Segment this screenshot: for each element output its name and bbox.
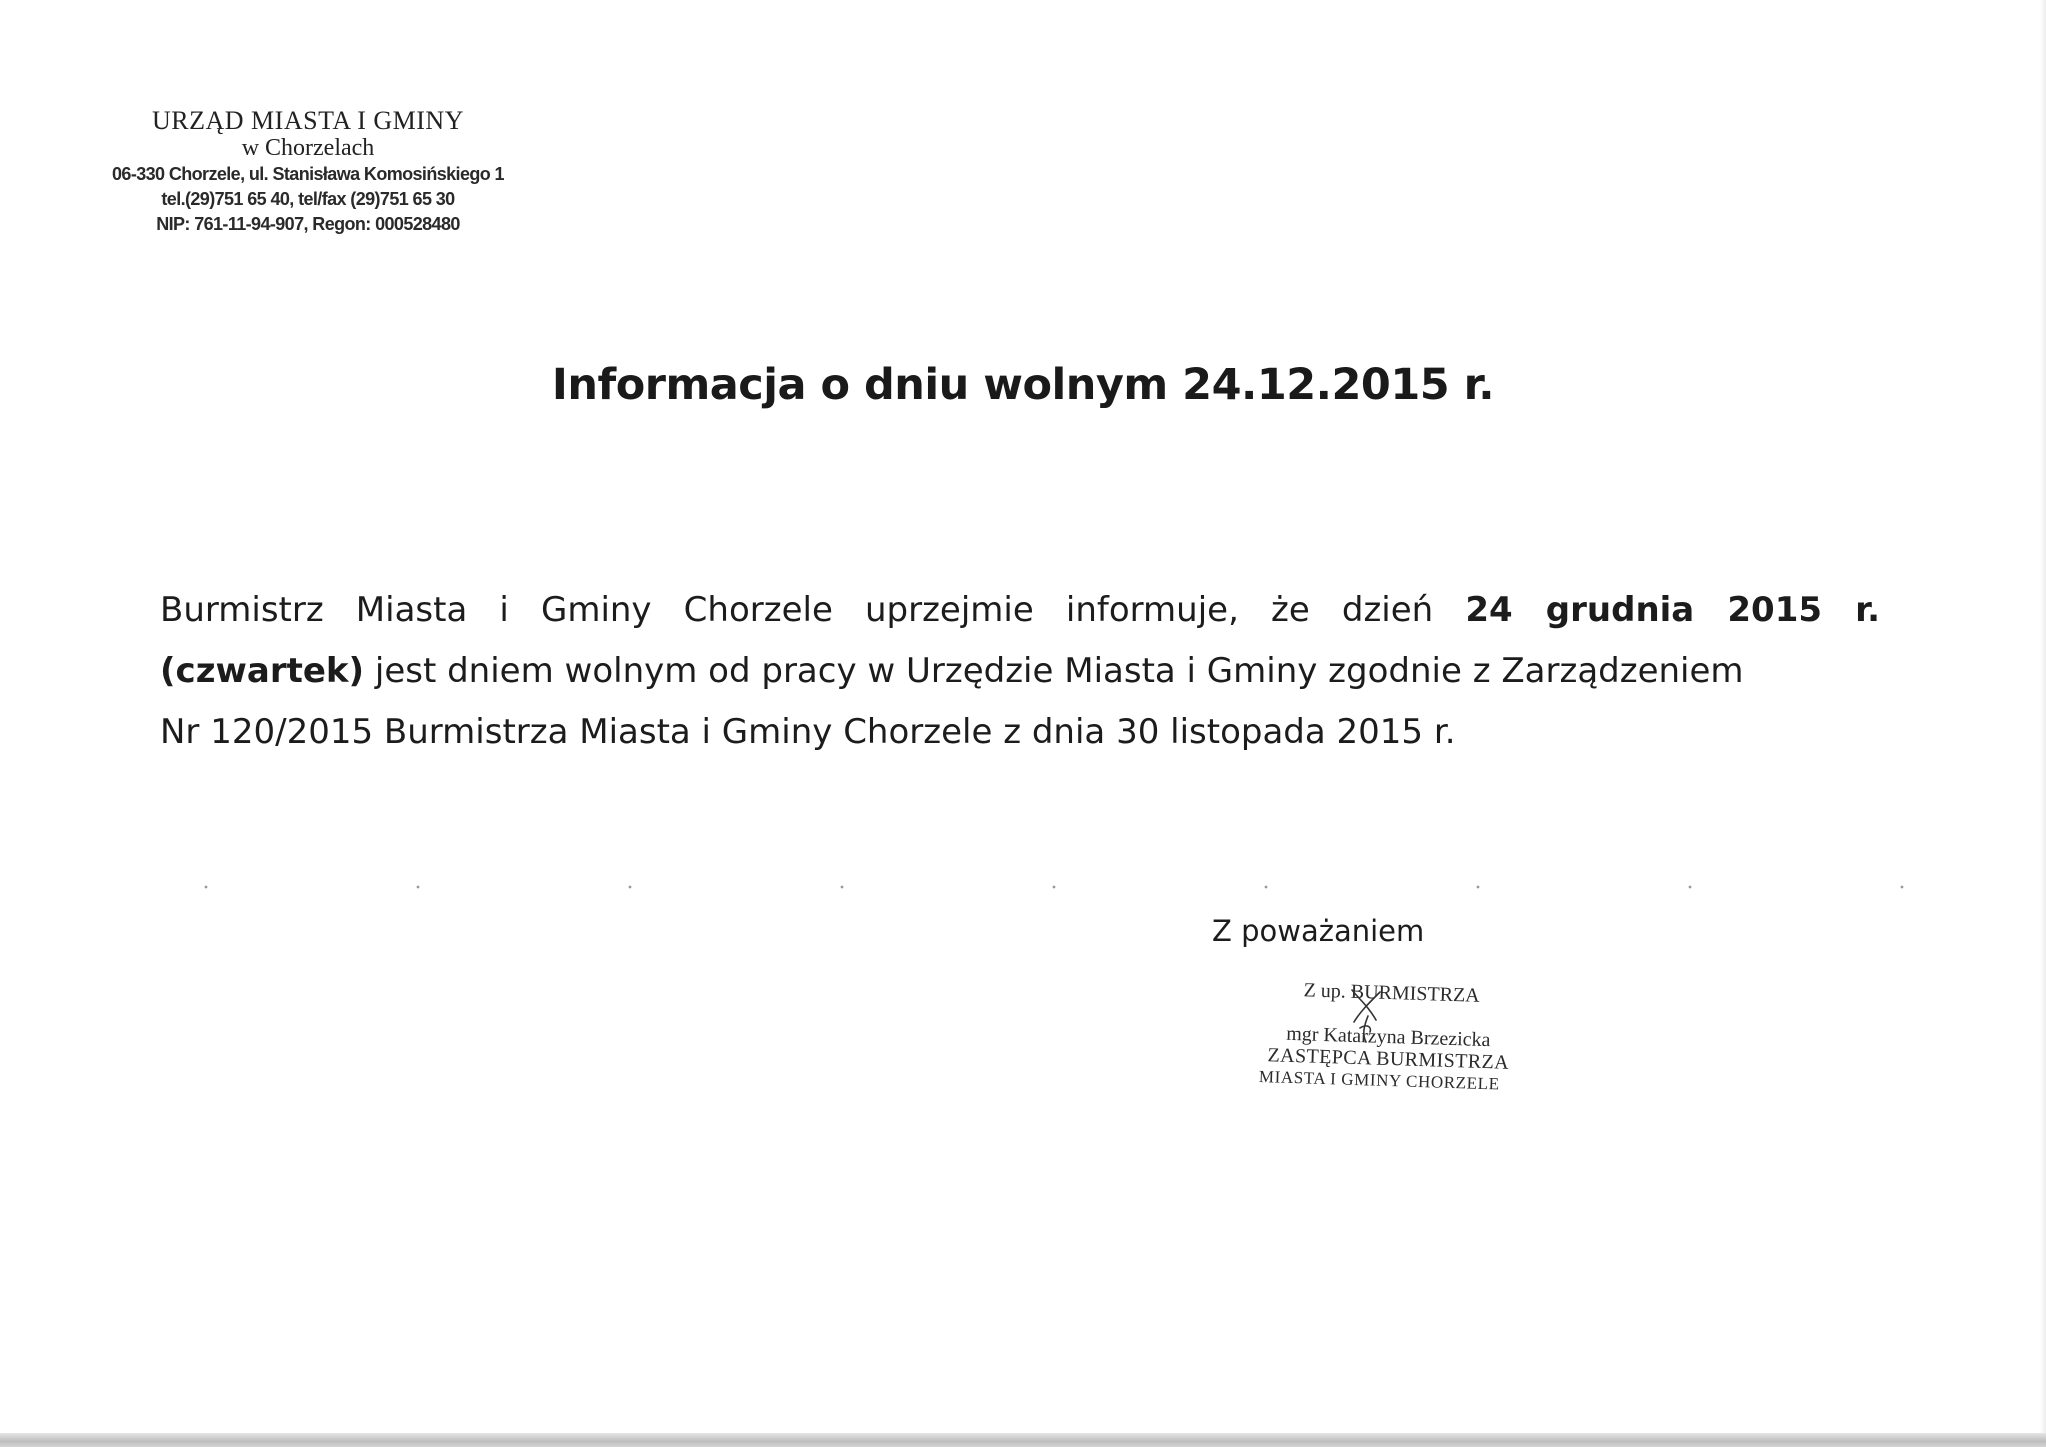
body-weekday-bold: (czwartek) (160, 651, 365, 691)
office-header-stamp (112, 106, 504, 237)
body-line-3: Nr 120/2015 Burmistrza Miasta i Gminy Chorzele z dnia 30 listopada 2015 r. (160, 712, 1456, 752)
document-title: Informacja o dniu wolnym 24.12.2015 r. (551, 360, 1495, 410)
signature-line-4: MIASTA I GMINY CHORZELE (1258, 1066, 1500, 1094)
body-line-2-text: jest dniem wolnym od pracy w Urzędzie Miasta i Gminy zgodnie z Zarządzeniem (364, 651, 1744, 691)
body-line-1 (160, 580, 1880, 641)
scan-edge-shadow (2040, 0, 2046, 1447)
office-ids: NIP: 761-11-94-907, Regon: 000528480 (156, 214, 460, 234)
body-line-1-text: Burmistrz Miasta i Gminy Chorzele uprzejmie informuje, że dzień (160, 590, 1434, 630)
signature-stamp (1259, 978, 1562, 1097)
office-location: w Chorzelach (241, 135, 375, 161)
handwritten-signature-icon (1346, 986, 1386, 1046)
office-name: URZĄD MIASTA I GMINY (152, 106, 464, 135)
signature-line-3: ZASTĘPCA BURMISTRZA (1267, 1044, 1510, 1074)
body-paragraph (160, 580, 1880, 763)
office-address: 06-330 Chorzele, ul. Stanisława Komosińskiego 1 (112, 164, 504, 184)
scan-bottom-band (0, 1433, 2046, 1447)
body-line-2 (160, 641, 1880, 702)
signature-line-1: Z up. BURMISTRZA (1303, 979, 1481, 1007)
body-date-bold: 24 grudnia 2015 r. (1465, 590, 1880, 630)
office-phone: tel.(29)751 65 40, tel/fax (29)751 65 30 (161, 189, 455, 209)
dotted-separator (100, 885, 2010, 889)
signature-line-2: mgr Katarzyna Brzezicka (1285, 1022, 1491, 1052)
closing-salutation: Z poważaniem (1212, 914, 1425, 948)
